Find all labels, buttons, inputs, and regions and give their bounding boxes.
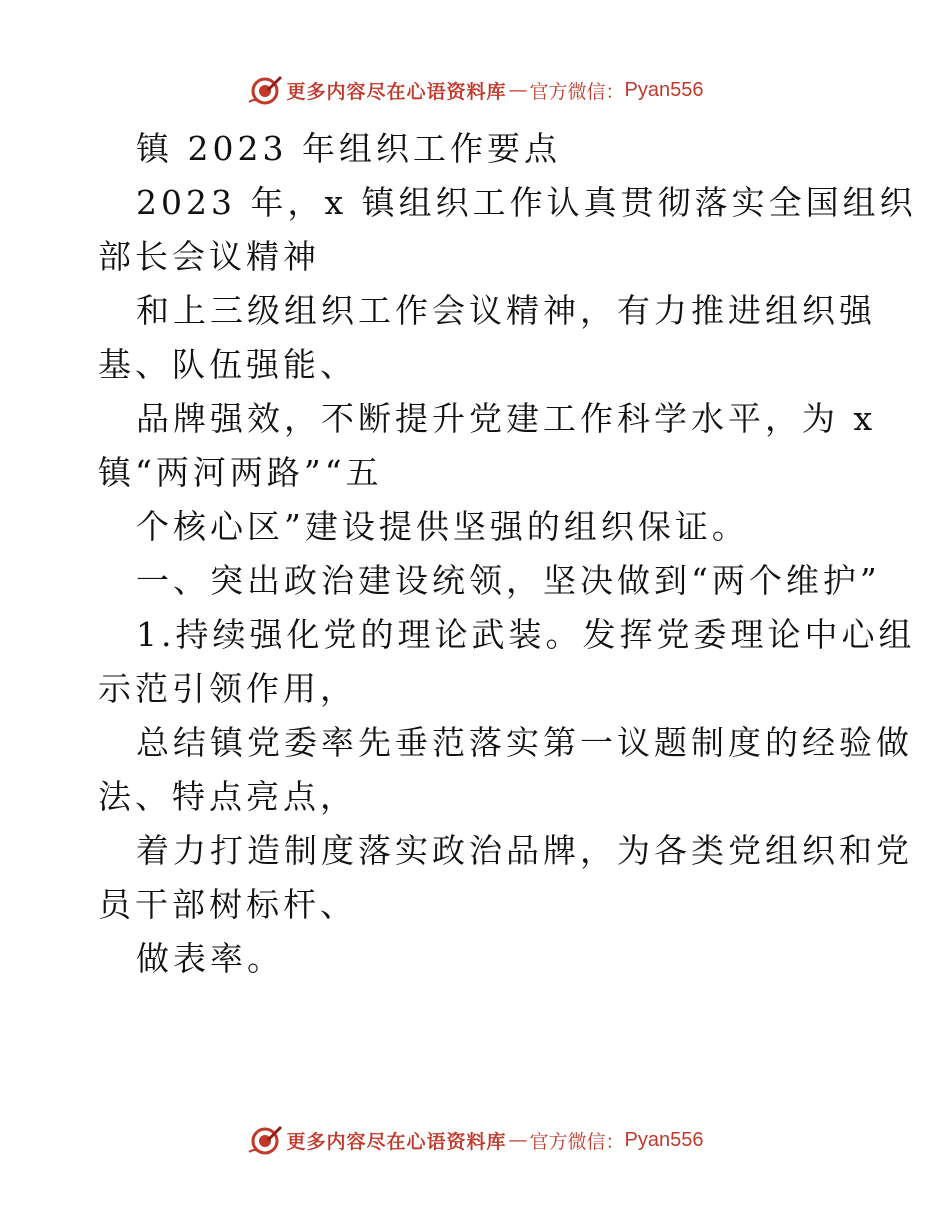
document-line: 法、特点亮点， <box>98 777 357 816</box>
document-line: 着力打造制度落实政治品牌，为各类党组织和党 <box>136 831 913 870</box>
header-watermark <box>0 70 950 110</box>
watermark-handle: Pyan556 <box>624 78 704 101</box>
document-line: 品牌强效，不断提升党建工作科学水平，为 x <box>136 399 877 438</box>
watermark-wechat-label: 官方微信： <box>529 80 625 103</box>
watermark-text: 更多内容尽在心语资料库 <box>286 80 507 103</box>
document-line: 一、突出政治建设统领，坚决做到“两个维护” <box>136 561 881 600</box>
footer-watermark <box>0 1120 950 1160</box>
document-line: 做表率。 <box>136 939 284 978</box>
document-line: 个核心区”建设提供坚强的组织保证。 <box>136 507 749 546</box>
watermark-text: 更多内容尽在心语资料库 <box>286 1130 507 1153</box>
pen-logo-icon <box>247 72 283 108</box>
watermark-separator: — <box>508 79 528 101</box>
pen-logo-icon <box>247 1122 283 1158</box>
document-line: 镇 2023 年组织工作要点 <box>136 129 561 168</box>
document-line: 总结镇党委率先垂范落实第一议题制度的经验做 <box>136 723 913 762</box>
watermark-handle: Pyan556 <box>624 1128 704 1151</box>
document-line: 和上三级组织工作会议精神，有力推进组织强 <box>136 291 876 330</box>
watermark-separator: — <box>508 1129 528 1151</box>
watermark-wechat-label: 官方微信： <box>529 1130 625 1153</box>
document-line: 示范引领作用， <box>98 669 357 708</box>
document-line: 2023 年，x 镇组织工作认真贯彻落实全国组织 <box>136 183 917 222</box>
document-line: 部长会议精神 <box>98 237 320 276</box>
document-body <box>98 122 917 986</box>
document-line: 基、队伍强能、 <box>98 345 357 384</box>
document-line: 1.持续强化党的理论武装。发挥党委理论中心组 <box>136 615 916 654</box>
document-line: 员干部树标杆、 <box>98 885 357 924</box>
document-line: 镇“两河两路”“五 <box>98 453 383 492</box>
